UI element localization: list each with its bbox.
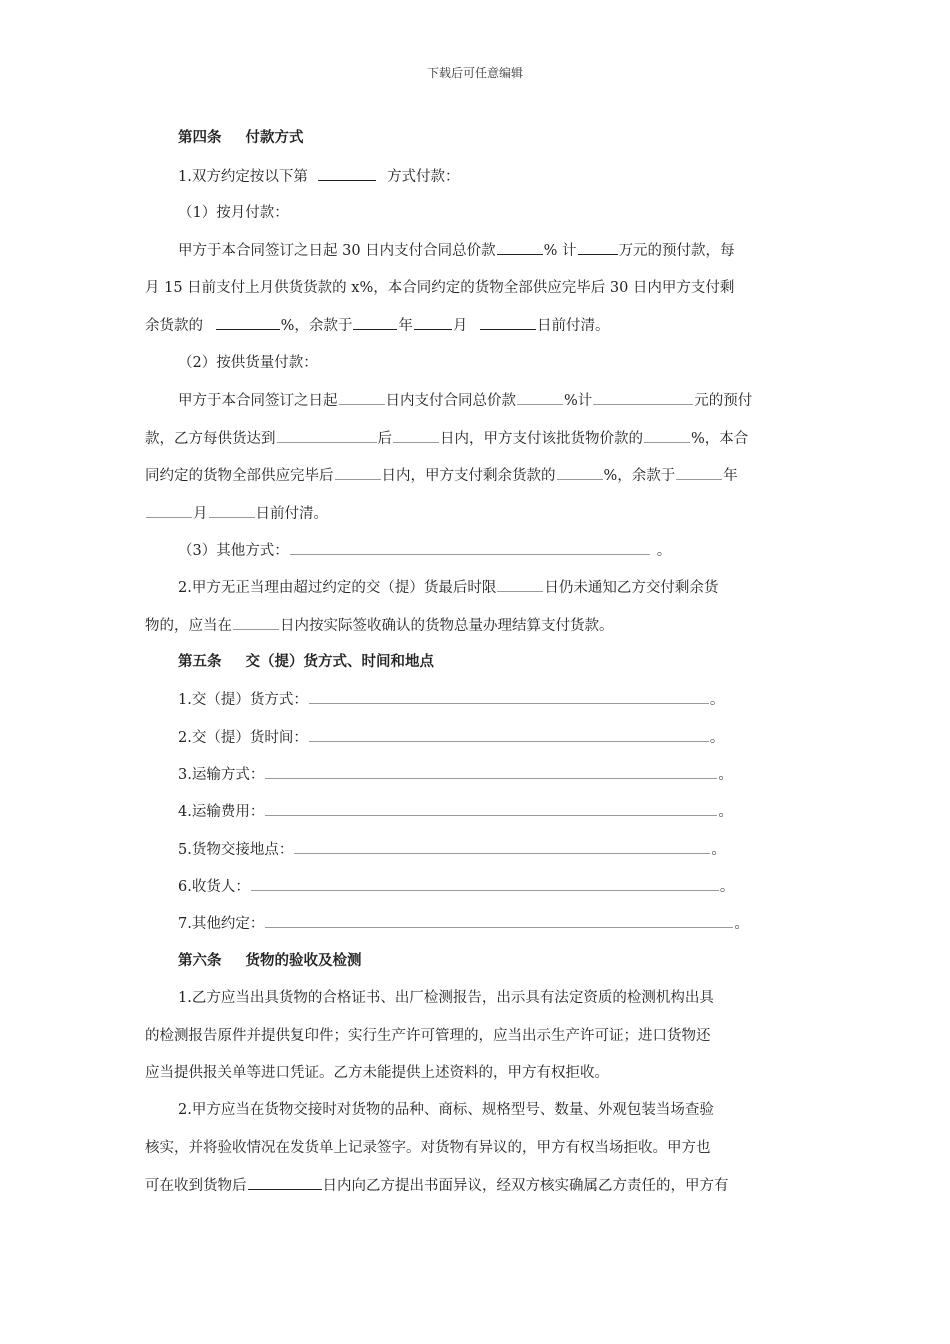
blank-field [480, 315, 536, 330]
blank-field [318, 166, 376, 181]
blank-field [290, 540, 650, 555]
quantity-line-2: 款，乙方每供货达到 后 日内，甲方支付该批货物价款的 %，本合 [145, 428, 748, 449]
delivery-item: 6.收货人： 。 [178, 876, 734, 897]
blank-field [233, 615, 279, 630]
paragraph-4-1: 1.双方约定按以下第 方式付款： [178, 166, 460, 187]
article-4-title: 付款方式 [245, 130, 304, 146]
quantity-line-1: 甲方于本合同签订之日起 日内支付合同总价款 %计 元的预付 [178, 390, 752, 411]
article-6-title: 货物的验收及检测 [245, 953, 362, 969]
monthly-line-3: 余货款的 %，余款于 年 月 日前付清。 [145, 315, 610, 336]
subsection-other: （3）其他方式： 。 [178, 540, 671, 561]
blank-field [393, 428, 439, 443]
blank-field [265, 801, 717, 816]
blank-field [414, 315, 452, 330]
subsection-by-quantity: （2）按供货量付款： [178, 355, 318, 371]
paragraph-6-1-line-3: 应当提供报关单等进口凭证。乙方未能提供上述资料的，甲方有权拒收。 [145, 1065, 609, 1081]
blank-field [265, 913, 733, 928]
blank-field [216, 315, 280, 330]
blank-field [265, 764, 717, 779]
article-5-heading [178, 652, 434, 672]
page-header: 下载后可任意编辑 [426, 66, 523, 80]
blank-field [248, 1175, 322, 1190]
article-6-number: 第六条 [178, 953, 222, 969]
paragraph-6-2-line-1: 2.甲方应当在货物交接时对货物的品种、商标、规格型号、数量、外观包装当场查验 [178, 1102, 714, 1118]
article-5-title: 交（提）货方式、时间和地点 [245, 654, 434, 670]
paragraph-6-1-line-1: 1.乙方应当出具货物的合格证书、出厂检测报告，出示具有法定资质的检测机构出具 [178, 990, 714, 1006]
monthly-line-1: 甲方于本合同签订之日起 30 日内支付合同总价款 % 计 万元的预付款，每 [178, 240, 735, 261]
delivery-item: 3.运输方式： 。 [178, 764, 733, 785]
blank-field [557, 465, 603, 480]
paragraph-6-2-line-2: 核实，并将验收情况在发货单上记录签字。对货物有异议的，甲方有权当场拒收。甲方也 [145, 1140, 711, 1156]
article-5-number: 第五条 [178, 654, 222, 670]
paragraph-6-1-line-2: 的检测报告原件并提供复印件；实行生产许可管理的，应当出示生产许可证；进口货物还 [145, 1028, 711, 1044]
paragraph-4-2-line-2: 物的，应当在 日内按实际签收确认的货物总量办理结算支付货款。 [145, 615, 614, 636]
article-4-number: 第四条 [178, 130, 222, 146]
blank-field [593, 390, 693, 405]
blank-field [353, 315, 397, 330]
delivery-item: 4.运输费用： 。 [178, 801, 733, 822]
article-6-heading [178, 951, 362, 971]
blank-field [277, 428, 377, 443]
blank-field [676, 465, 722, 480]
quantity-line-3: 同约定的货物全部供应完毕后 日内，甲方支付剩余货款的 %，余款于 年 [145, 465, 738, 486]
blank-field [294, 839, 710, 854]
blank-field [309, 727, 709, 742]
blank-field [578, 240, 618, 255]
article-4-heading [178, 128, 304, 148]
blank-field [339, 390, 385, 405]
subsection-monthly: （1）按月付款： [178, 205, 289, 221]
paragraph-4-2-line-1: 2.甲方无正当理由超过约定的交（提）货最后时限 日仍未通知乙方交付剩余货 [178, 577, 718, 598]
blank-field [251, 876, 719, 891]
blank-field [209, 503, 255, 518]
delivery-item: 2.交（提）货时间： 。 [178, 727, 724, 748]
monthly-line-2: 月 15 日前支付上月供货货款的 x%，本合同约定的货物全部供应完毕后 30 日内甲方支付剩 [145, 280, 735, 296]
blank-field [497, 577, 543, 592]
delivery-item: 1.交（提）货方式： 。 [178, 689, 724, 710]
blank-field [146, 503, 192, 518]
blank-field [335, 465, 381, 480]
paragraph-6-2-line-3: 可在收到货物后 日内向乙方提出书面异议，经双方核实确属乙方责任的，甲方有 [145, 1175, 729, 1196]
blank-field [517, 390, 563, 405]
quantity-line-4: 月 日前付清。 [145, 503, 328, 524]
delivery-item: 5.货物交接地点： 。 [178, 839, 726, 860]
blank-field [644, 428, 690, 443]
delivery-item: 7.其他约定： 。 [178, 913, 749, 934]
blank-field [309, 689, 709, 704]
blank-field [497, 240, 543, 255]
